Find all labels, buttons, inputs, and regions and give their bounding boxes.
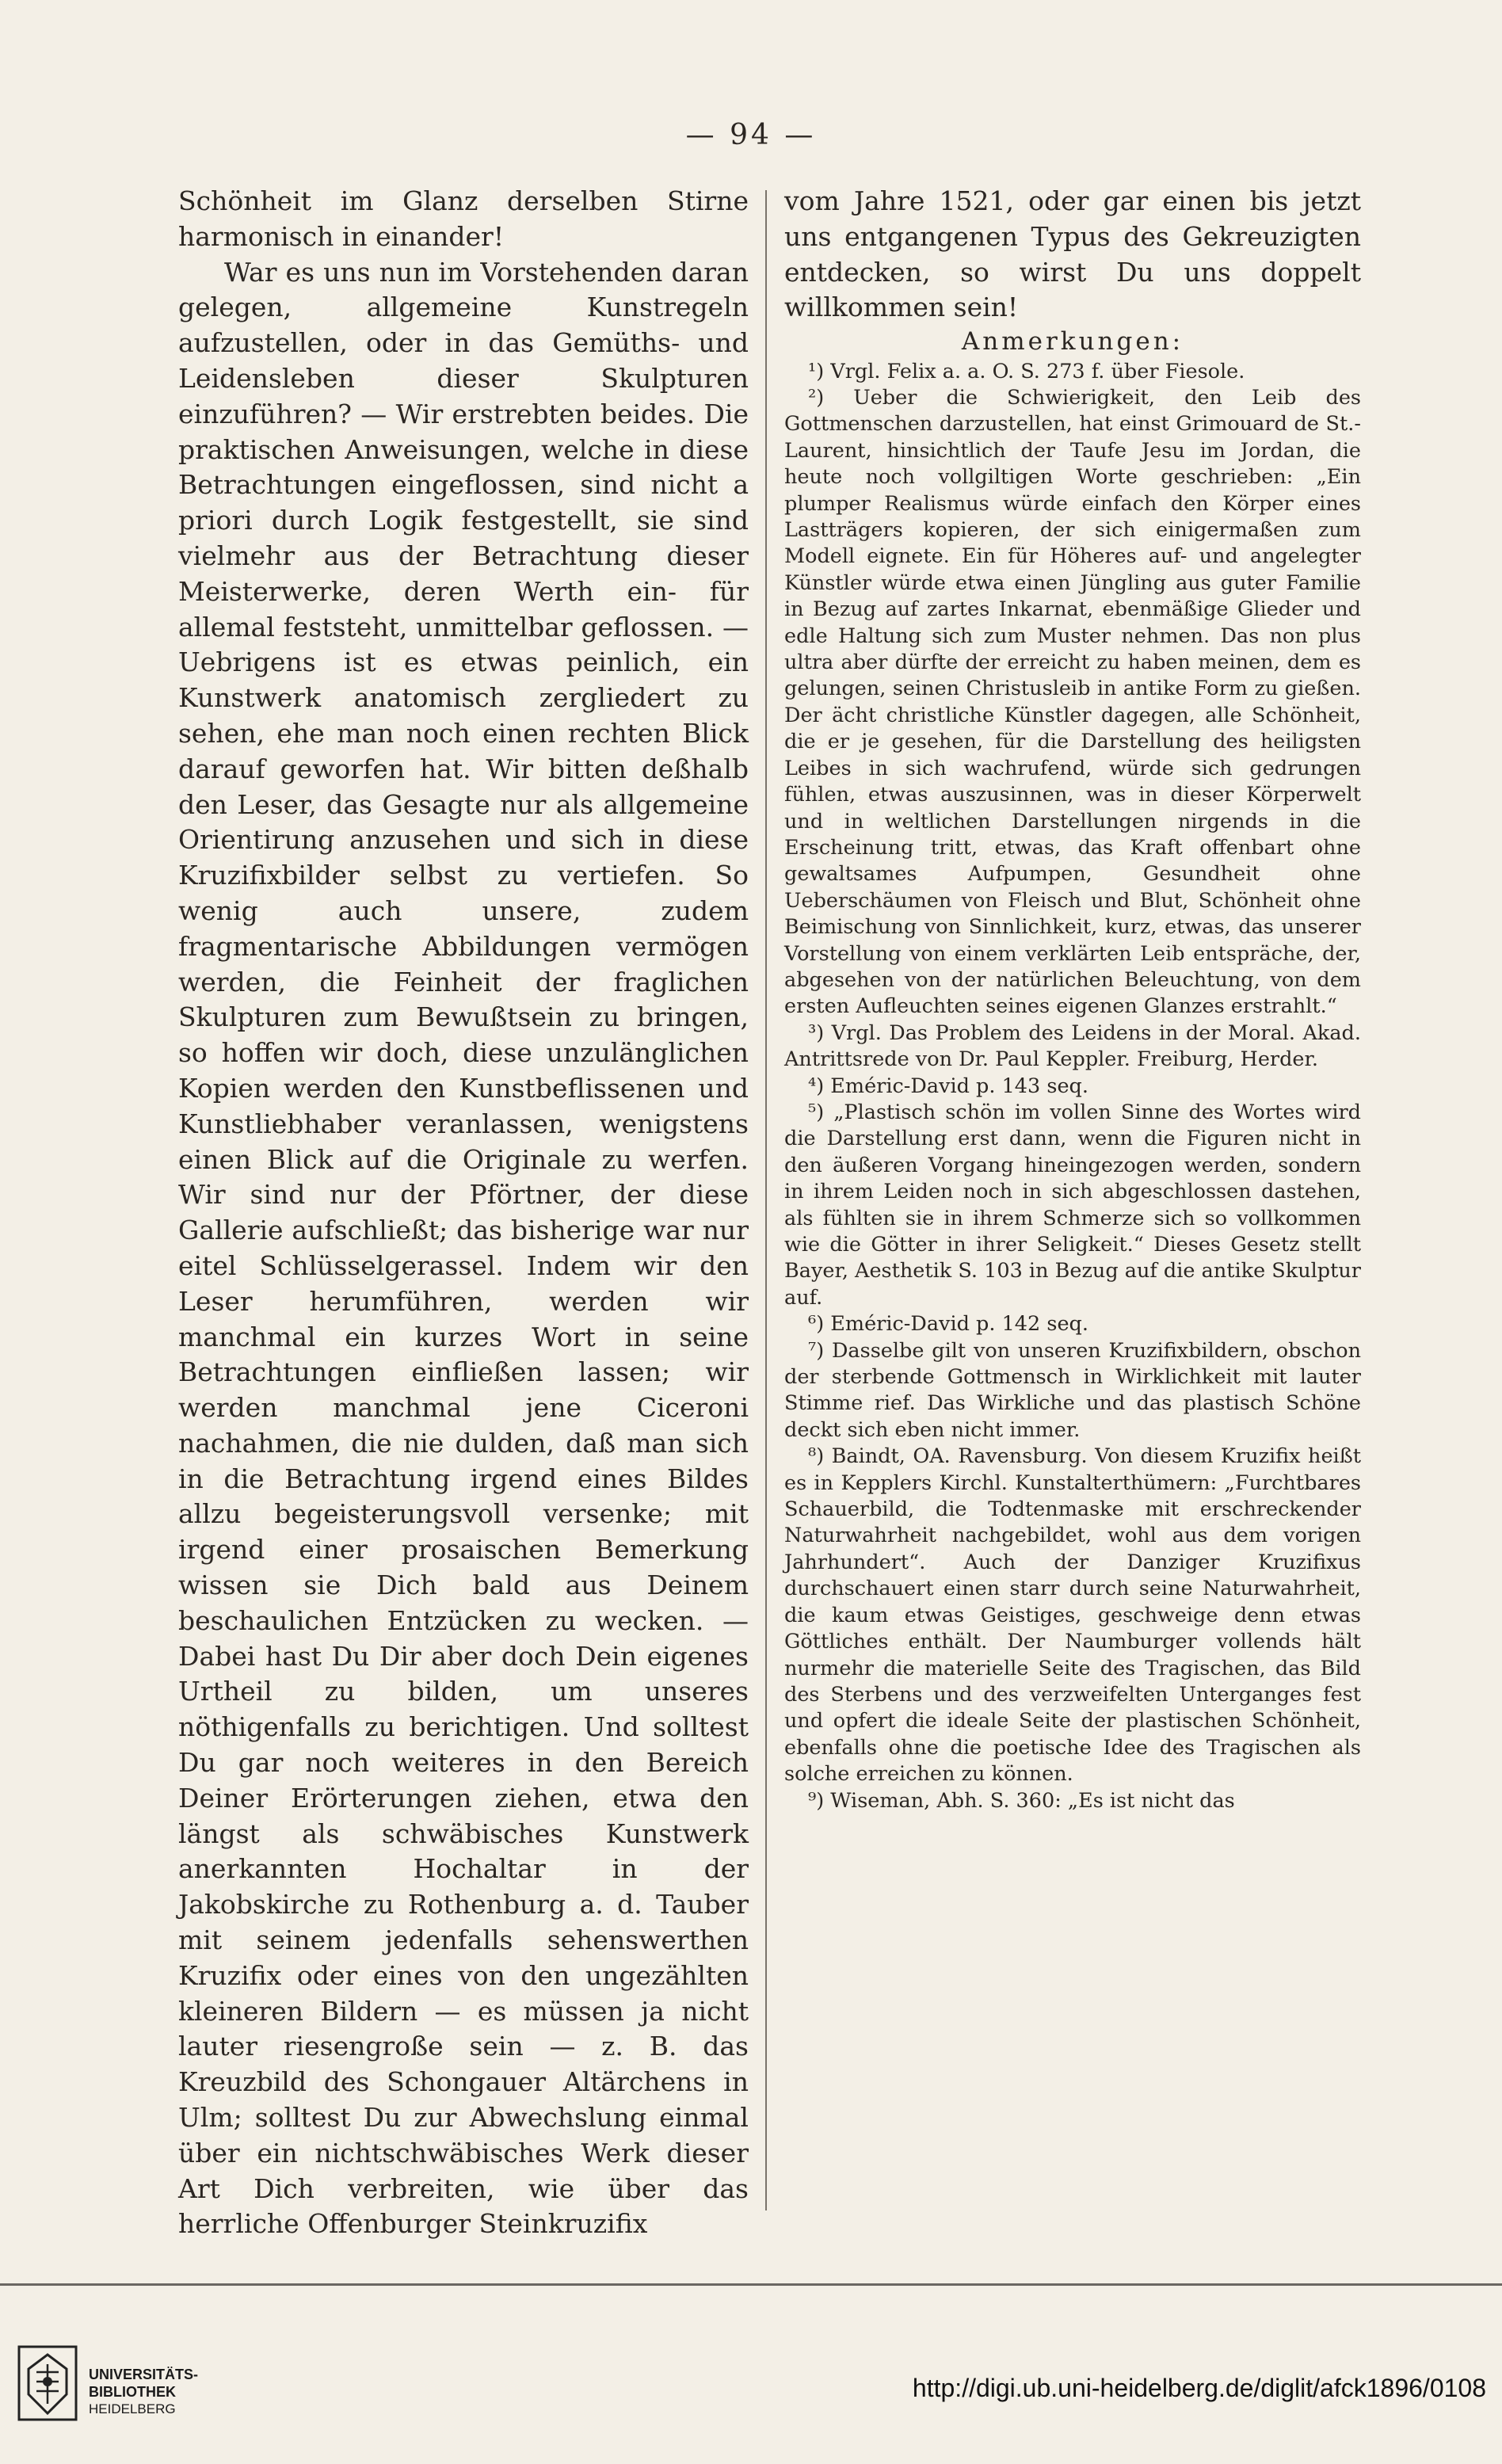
- left-column: [178, 184, 749, 2242]
- university-seal-icon: [17, 2345, 78, 2421]
- library-line: HEIDELBERG: [89, 2401, 176, 2416]
- footnote-7: ⁷) Dasselbe gilt von unseren Kruzifixbildern, obschon der sterbende Gottmensch in Wirklichkeit mit lauter Stimme rief. Das Wirkliche und das plastisch Schöne deckt sich eben nicht immer.: [784, 1338, 1361, 1442]
- paragraph: War es uns nun im Vorstehenden daran gelegen, allgemeine Kunstregeln aufzustellen, oder in das Gemüths- und Leidensleben dieser Skulpturen einzuführen? — Wir erstrebten beides. Die praktischen Anweisungen, welche in diese Betrachtungen eingeflossen, sind nicht a priori durch Logik festgestellt, sie sind vielmehr aus der Betrachtung dieser Meisterwerke, deren Werth ein- für allemal feststeht, unmittelbar geflossen. — Uebrigens ist es etwas peinlich, ein Kunstwerk anatomisch zergliedert zu sehen, ehe man noch einen rechten Blick darauf geworfen hat. Wir bitten deßhalb den Leser, das Gesagte nur als allgemeine Orientirung anzusehen und sich in diese Kruzifixbilder selbst zu vertiefen. So wenig auch unsere, zudem fragmentarische Abbildungen vermögen werden, die Feinheit der fraglichen Skulpturen zum Bewußtsein zu bringen, so hoffen wir doch, diese unzulänglichen Kopien werden den Kunstbeflissenen und Kunstliebhaber veranlassen, wenigstens einen Blick auf die Originale zu werfen. Wir sind nur der Pförtner, der diese Gallerie aufschließt; das bisherige war nur eitel Schlüsselgerassel. Indem wir den Leser herumführen, werden wir manchmal ein kurzes Wort in seine Betrachtungen einfließen lassen; wir werden manchmal jene Ciceroni nachahmen, die nie dulden, daß man sich in die Betrachtung irgend eines Bildes allzu begeisterungsvoll versenke; mit irgend einer prosaischen Bemerkung wissen sie Dich bald aus Deinem beschaulichen Entzücken zu wecken. — Dabei hast Du Dir aber doch Dein eigenes Urtheil zu bilden, um unseres nöthigenfalls zu berichtigen. Und solltest Du gar noch weiteres in den Bereich Deiner Erörterungen ziehen, etwa den längst als schwäbisches Kunstwerk anerkannten Hochaltar in der Jakobskirche zu Rothenburg a. d. Tauber mit seinem jedenfalls sehenswerthen Kruzifix oder eines von den ungezählten kleineren Bildern — es müssen ja nicht lauter riesengroße sein — z. B. das Kreuzbild des Schongauer Altärchens in Ulm; solltest Du zur Abwechslung einmal über ein nichtschwäbisches Werk dieser Art Dich verbreiten, wie über das herrliche Offenburger Steinkruzifix: [178, 256, 749, 2240]
- source-url-link[interactable]: http://digi.ub.uni-heidelberg.de/diglit/afck1896/0108: [912, 2374, 1486, 2402]
- footnote-8: ⁸) Baindt, OA. Ravensburg. Von diesem Kruzifix heißt es in Kepplers Kirchl. Kunstalterthümern: „Furchtbares Schauerbild, die Todtenmaske mit erschreckender Naturwahrheit nachgebildet, wohl aus dem vorigen Jahrhundert“. Auch der Danziger Kruzifixus durchschauert einen starr durch seine Naturwahrheit, die kaum etwas Geistiges, geschweige denn etwas Göttliches enthält. Der Naumburger vollends hält nurmehr die materielle Seite des Tragischen, das Bild des Sterbens und des verzweifelten Unterganges fest und opfert die ideale Seite der plastischen Schönheit, ebenfalls ohne die poetische Idee des Tragischen als solche erreichen zu können.: [784, 1444, 1361, 1787]
- footnote-4: ⁴) Eméric-David p. 143 seq.: [808, 1074, 1088, 1098]
- paragraph: Schönheit im Glanz derselben Stirne harmonisch in einander!: [178, 185, 749, 252]
- footnote-6: ⁶) Eméric-David p. 142 seq.: [808, 1312, 1088, 1337]
- footnote-5: ⁵) „Plastisch schön im vollen Sinne des Wortes wird die Darstellung erst dann, wenn die Figuren nicht in den äußeren Vorgang hineingezogen werden, sondern in ihrem Leiden noch in sich abgeschlossen dastehen, als fühlten sie in ihrem Schmerze sich so vollkommen wie die Götter in ihrer Seligkeit.“ Dieses Gesetz stellt Bayer, Aesthetik S. 103 in Bezug auf die antike Skulptur auf.: [784, 1100, 1361, 1310]
- notes-heading: Anmerkungen:: [961, 327, 1184, 357]
- column-divider: [765, 190, 767, 2210]
- footnote-3: ³) Vrgl. Das Problem des Leidens in der Moral. Akad. Antrittsrede von Dr. Paul Keppler. Freiburg, Herder.: [784, 1020, 1361, 1072]
- footnote-9: ⁹) Wiseman, Abh. S. 360: „Es ist nicht das: [808, 1788, 1235, 1813]
- footer-rule: [0, 2283, 1502, 2286]
- page-number: — 94 —: [685, 119, 817, 151]
- footnote-2: ²) Ueber die Schwierigkeit, den Leib des Gottmenschen darzustellen, hat einst Grimouard de St.-Laurent, hinsichtlich der Taufe Jesu im Jordan, die heute noch vollgiltigen Worte geschrieben: „Ein plumper Realismus würde einfach den Körper eines Lastträgers kopieren, der sich einigermaßen zum Modell eignete. Ein für Höheres auf- und angelegter Künstler würde etwa einen Jüngling aus guter Familie in Bezug auf zartes Inkarnat, ebenmäßige Glieder und edle Haltung sich zum Muster nehmen. Das non plus ultra aber dürfte der erreicht zu haben meinen, dem es gelungen, seinen Christusleib in antike Form zu gießen. Der ächt christliche Künstler dagegen, alle Schönheit, die er je gesehen, für die Darstellung des heiligsten Leibes in sich wachrufend, würde sich gedrungen fühlen, etwas auszusinnen, was in dieser Körperwelt und in weltlichen Darstellungen nirgends in die Erscheinung tritt, etwas, das Kraft offenbart ohne gewaltsames Aufpumpen, Gesundheit ohne Ueberschäumen von Fleisch und Blut, Schönheit ohne Beimischung von Sinnlichkeit, kurz, etwas, das unserer Vorstellung von einem verklärten Leib entspräche, der, abgesehen von der natürlichen Beleuchtung, von dem ersten Aufleuchten seines eigenen Glanzes erstrahlt.“: [784, 386, 1361, 1019]
- right-column: [784, 184, 1361, 1814]
- footnote-1: ¹) Vrgl. Felix a. a. O. S. 273 f. über Fiesole.: [808, 359, 1245, 383]
- library-line: UNIVERSITÄTS-: [89, 2367, 199, 2382]
- library-line: BIBLIOTHEK: [89, 2384, 176, 2400]
- library-name: [89, 2366, 198, 2418]
- footer-bar: [0, 2283, 1502, 2464]
- paragraph-continuation: vom Jahre 1521, oder gar einen bis jetzt uns entgangenen Typus des Gekreuzigten entdecken, so wirst Du uns doppelt willkommen sein!: [784, 185, 1361, 323]
